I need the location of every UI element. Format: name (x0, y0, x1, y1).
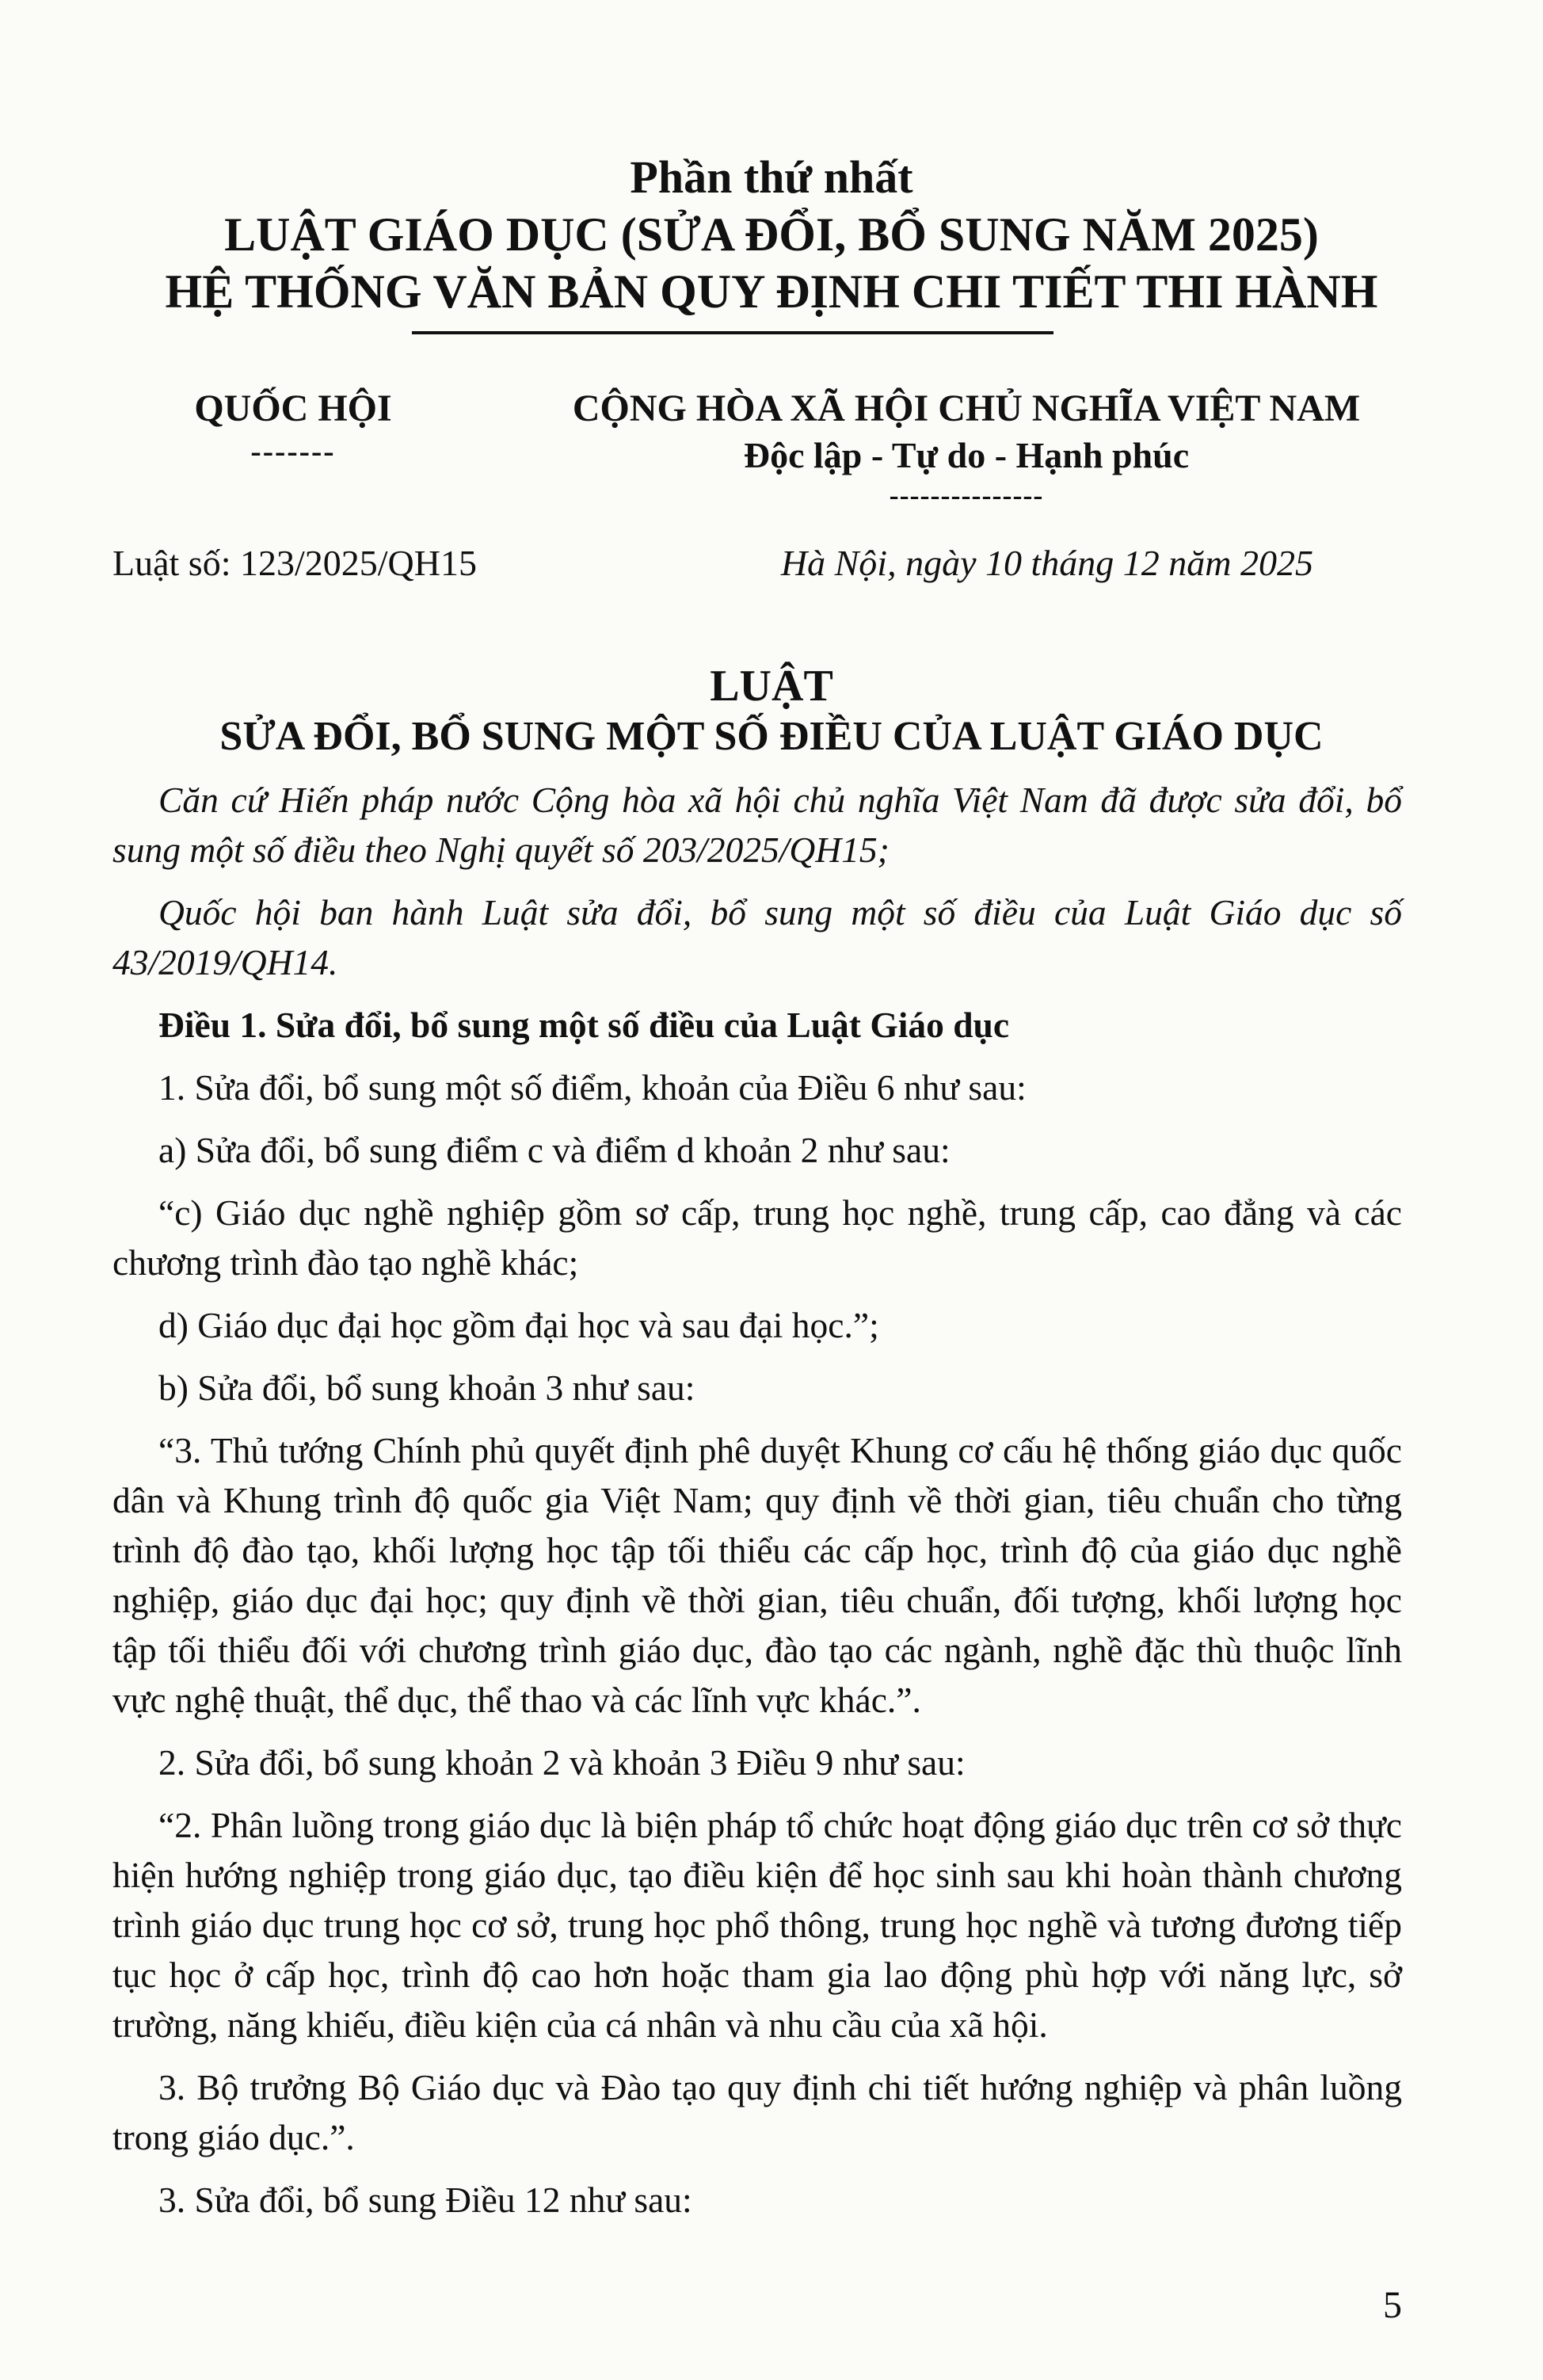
state-motto: Độc lập - Tự do - Hạnh phúc (743, 435, 1190, 475)
paragraph: 1. Sửa đổi, bổ sung một số điểm, khoản của Điều 6 như sau: (158, 1067, 1027, 1108)
paragraph: “c) Giáo dục nghề nghiệp gồm sơ cấp, trung học nghề, trung cấp, cao đẳng và các chương trình đào tạo nghề khác; (112, 1192, 1402, 1283)
paragraph: b) Sửa đổi, bổ sung khoản 3 như sau: (158, 1367, 695, 1408)
document-type: LUẬT (710, 662, 833, 711)
state-name: CỘNG HÒA XÃ HỘI CHỦ NGHĨA VIỆT NAM (572, 387, 1361, 429)
motto-divider: --------------- (889, 479, 1044, 511)
issuer-name: QUỐC HỘI (194, 387, 392, 429)
page-number: 5 (1383, 2284, 1402, 2326)
paragraph: a) Sửa đổi, bổ sung điểm c và điểm d khoản 2 như sau: (158, 1130, 951, 1170)
issuer-divider: ------- (250, 433, 336, 469)
law-title-line-1: LUẬT GIÁO DỤC (SỬA ĐỔI, BỔ SUNG NĂM 2025) (224, 208, 1319, 261)
issue-date: Hà Nội, ngày 10 tháng 12 năm 2025 (780, 543, 1313, 583)
title-underline (412, 331, 1053, 334)
paragraph: 3. Sửa đổi, bổ sung Điều 12 như sau: (158, 2180, 692, 2220)
paragraph: 3. Bộ trưởng Bộ Giáo dục và Đào tạo quy định chi tiết hướng nghiệp và phân luồng trong giáo dục.”. (112, 2067, 1402, 2157)
article-1-title: Điều 1. Sửa đổi, bổ sung một số điều của Luật Giáo dục (158, 1005, 1010, 1045)
paragraph: “3. Thủ tướng Chính phủ quyết định phê duyệt Khung cơ cấu hệ thống giáo dục quốc dân và Khung trình độ quốc gia Việt Nam; quy định về thời gian, tiêu chuẩn cho từng trình độ đào tạo, khối lượng học tập tối thiểu các cấp học, trình độ của giáo dục nghề nghiệp, giáo dục đại học; quy định về thời gian, tiêu chuẩn, đối tượng, khối lượng học tập tối thiểu đối với chương trình giáo dục, đào tạo các ngành, nghề đặc thù thuộc lĩnh vực nghệ thuật, thể dục, thể thao và các lĩnh vực khác.”. (112, 1430, 1402, 1720)
law-number: Luật số: 123/2025/QH15 (112, 543, 477, 583)
paragraph: “2. Phân luồng trong giáo dục là biện pháp tổ chức hoạt động giáo dục trên cơ sở thực hiện hướng nghiệp trong giáo dục, tạo điều kiện để học sinh sau khi hoàn thành chương trình giáo dục trung học cơ sở, trung học phổ thông, trung học nghề và tương đương tiếp tục học ở cấp học, trình độ cao hơn hoặc tham gia lao động phù hợp với năng lực, sở trường, năng khiếu, điều kiện của cá nhân và nhu cầu của xã hội. (112, 1805, 1402, 2045)
paragraph: d) Giáo dục đại học gồm đại học và sau đại học.”; (158, 1305, 879, 1345)
part-title: Phần thứ nhất (630, 151, 913, 203)
paragraph: 2. Sửa đổi, bổ sung khoản 2 và khoản 3 Điều 9 như sau: (158, 1742, 966, 1783)
preamble-constitution: Căn cứ Hiến pháp nước Cộng hòa xã hội chủ nghĩa Việt Nam đã được sửa đổi, bổ sung một số điều theo Nghị quyết số 203/2025/QH15; (112, 780, 1402, 870)
preamble-promulgation: Quốc hội ban hành Luật sửa đổi, bổ sung một số điều của Luật Giáo dục số 43/2019/QH14. (112, 892, 1402, 982)
law-title-line-2: HỆ THỐNG VĂN BẢN QUY ĐỊNH CHI TIẾT THI HÀNH (165, 265, 1378, 318)
document-body (112, 775, 1402, 2237)
document-subject: SỬA ĐỔI, BỔ SUNG MỘT SỐ ĐIỀU CỦA LUẬT GIÁO DỤC (219, 714, 1324, 759)
